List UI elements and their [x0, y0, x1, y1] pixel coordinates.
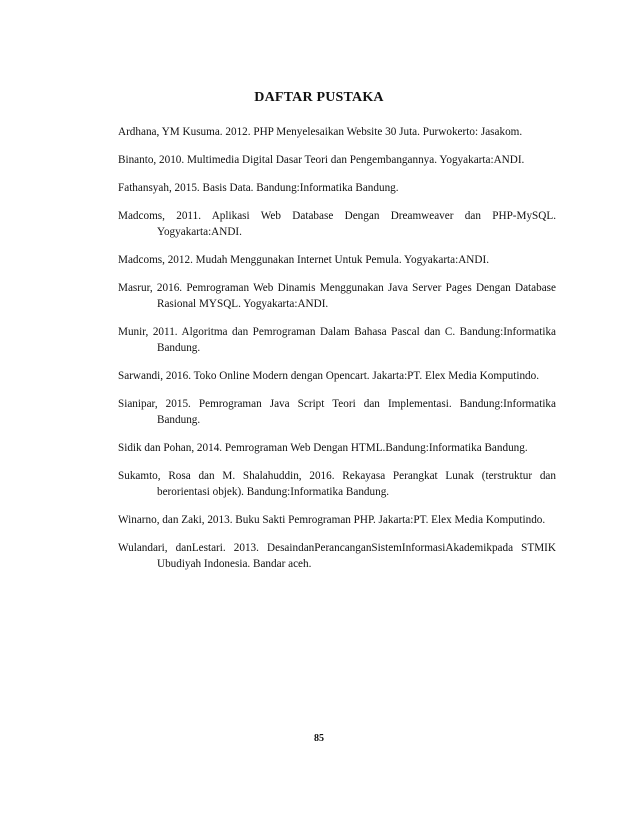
reference-item: Munir, 2011. Algoritma dan Pemrograman Dalam Bahasa Pascal dan C. Bandung:Informatika Bandung.: [118, 326, 556, 354]
reference-item: Ardhana, YM Kusuma. 2012. PHP Menyelesaikan Website 30 Juta. Purwokerto: Jasakom.: [118, 126, 523, 138]
reference-item: Fathansyah, 2015. Basis Data. Bandung:Informatika Bandung.: [118, 182, 399, 194]
reference-item: Madcoms, 2011. Aplikasi Web Database Dengan Dreamweaver dan PHP-MySQL. Yogyakarta:ANDI.: [118, 210, 556, 238]
reference-item: Sarwandi, 2016. Toko Online Modern dengan Opencart. Jakarta:PT. Elex Media Komputindo.: [118, 370, 540, 382]
reference-item: Masrur, 2016. Pemrograman Web Dinamis Menggunakan Java Server Pages Dengan Database Rasional MYSQL. Yogyakarta:ANDI.: [118, 282, 556, 310]
reference-item: Winarno, dan Zaki, 2013. Buku Sakti Pemrograman PHP. Jakarta:PT. Elex Media Komputindo.: [118, 514, 546, 526]
page-number: 85: [314, 733, 324, 744]
reference-item: Sukamto, Rosa dan M. Shalahuddin, 2016. Rekayasa Perangkat Lunak (terstruktur dan berorientasi objek). Bandung:Informatika Bandung.: [118, 470, 556, 498]
reference-list: [118, 124, 556, 584]
reference-item: Sidik dan Pohan, 2014. Pemrograman Web Dengan HTML.Bandung:Informatika Bandung.: [118, 442, 528, 454]
reference-item: Wulandari, danLestari. 2013. DesaindanPerancanganSistemInformasiAkademikpada STMIK Ubudiyah Indonesia. Bandar aceh.: [118, 542, 556, 570]
page-title: DAFTAR PUSTAKA: [254, 90, 384, 105]
reference-item: Binanto, 2010. Multimedia Digital Dasar Teori dan Pengembangannya. Yogyakarta:ANDI.: [118, 154, 525, 166]
reference-item: Madcoms, 2012. Mudah Menggunakan Internet Untuk Pemula. Yogyakarta:ANDI.: [118, 254, 489, 266]
reference-item: Sianipar, 2015. Pemrograman Java Script Teori dan Implementasi. Bandung:Informatika Bandung.: [118, 398, 556, 426]
